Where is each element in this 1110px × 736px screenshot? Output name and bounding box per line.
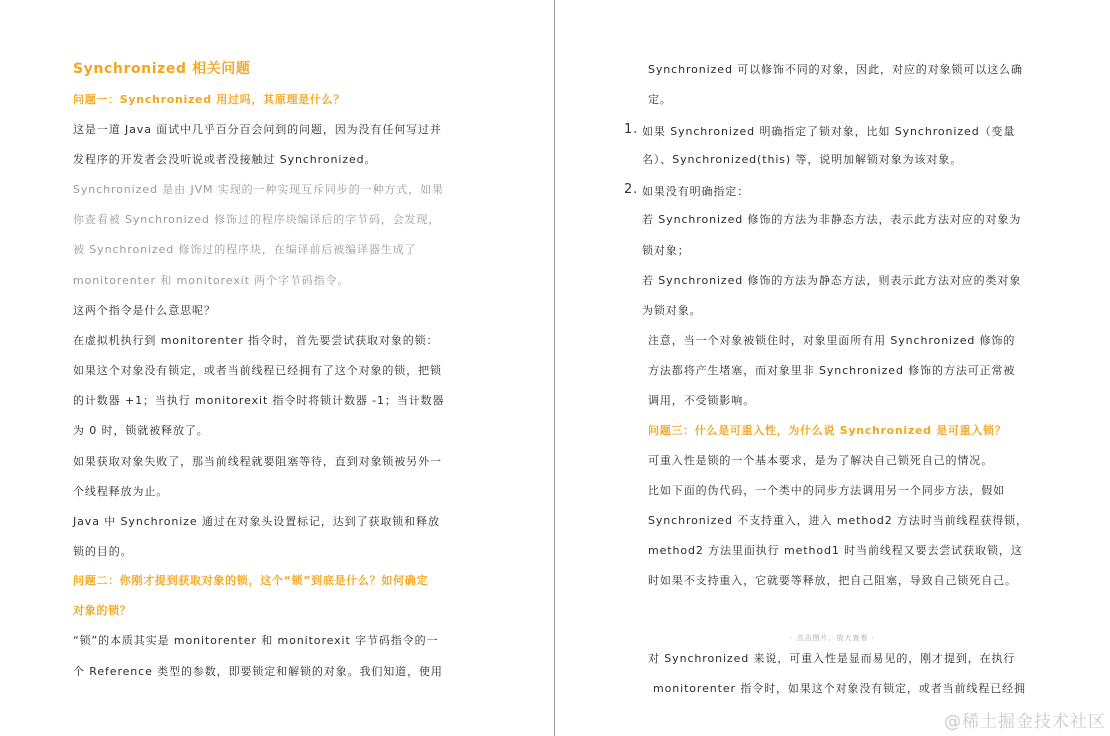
image-caption[interactable]: · 点击图片，放大查看 ·	[790, 634, 875, 642]
list-item-2-line-2: 若 Synchronized 修饰的方法为非静态方法，表示此方法对应的对象为	[642, 213, 1022, 226]
note-line-3: 调用，不受锁影响。	[648, 394, 756, 407]
right-paragraph-1-line-1: Synchronized 可以修饰不同的对象，因此，对应的对象锁可以这么确	[648, 63, 1023, 76]
page-divider	[554, 0, 555, 736]
final-paragraph-line-2: monitorenter 指令时，如果这个对象没有锁定，或者当前线程已经拥	[653, 682, 1026, 695]
pseudocode-paragraph-line-4: 时如果不支持重入，它就要等释放，把自己阻塞，导致自己锁死自己。	[648, 574, 1017, 587]
pseudocode-paragraph-line-1: 比如下面的伪代码，一个类中的同步方法调用另一个同步方法，假如	[648, 484, 1005, 497]
watermark: @稀土掘金技术社区	[944, 712, 1106, 732]
paragraph-6-line-2: 锁的目的。	[73, 545, 133, 558]
list-item-2-line-5: 为锁对象。	[642, 304, 702, 317]
paragraph-4-line-1: 如果这个对象没有锁定，或者当前线程已经拥有了这个对象的锁，把锁	[73, 364, 442, 377]
gray-paragraph-line-1: Synchronized 是由 JVM 实现的一种实现互斥同步的一种方式，如果	[73, 183, 444, 196]
paragraph-3: 在虚拟机执行到 monitorenter 指令时，首先要尝试获取对象的锁：	[73, 334, 439, 347]
question-2-heading-line-2: 对象的锁？	[73, 604, 132, 617]
final-paragraph-line-1: 对 Synchronized 来说，可重入性是显而易见的，刚才提到，在执行	[648, 652, 1016, 665]
paragraph-4-line-2: 的计数器 +1；当执行 monitorexit 指令时将锁计数器 -1；当计数器	[73, 394, 445, 407]
list-item-2-line-3: 锁对象；	[642, 244, 690, 257]
list-item-1-line-1: 如果 Synchronized 明确指定了锁对象，比如 Synchronized（变量	[642, 125, 1016, 138]
gray-paragraph-line-3: 被 Synchronized 修饰过的程序块，在编译前后被编译器生成了	[73, 243, 417, 256]
reentrancy-paragraph: 可重入性是锁的一个基本要求，是为了解决自己锁死自己的情况。	[648, 454, 994, 467]
question-1-heading: 问题一：Synchronized 用过吗，其原理是什么？	[73, 93, 346, 106]
list-number-2: 2.	[624, 182, 639, 197]
note-line-1: 注意，当一个对象被锁住时，对象里面所有用 Synchronized 修饰的	[648, 334, 1016, 347]
list-item-2-line-4: 若 Synchronized 修饰的方法为静态方法，则表示此方法对应的类对象	[642, 274, 1022, 287]
paragraph-7-line-1: “锁”的本质其实是 monitorenter 和 monitorexit 字节码指令的一	[73, 634, 439, 647]
left-page	[0, 0, 554, 736]
paragraph-1-line-1: 这是一道 Java 面试中几乎百分百会问到的问题，因为没有任何写过并	[73, 123, 442, 136]
paragraph-7-line-2: 个 Reference 类型的参数，即要锁定和解锁的对象。我们知道，使用	[73, 665, 443, 678]
paragraph-2: 这两个指令是什么意思呢？	[73, 304, 216, 317]
note-line-2: 方法都将产生堵塞，而对象里非 Synchronized 修饰的方法可正常被	[648, 364, 1016, 377]
pseudocode-paragraph-line-3: method2 方法里面执行 method1 时当前线程又要去尝试获取锁，这	[648, 544, 1023, 557]
question-2-heading-line-1: 问题二：你刚才提到获取对象的锁，这个“锁”到底是什么？如何确定	[73, 574, 429, 587]
gray-paragraph-line-4: monitorenter 和 monitorexit 两个字节码指令。	[73, 274, 350, 287]
list-number-1: 1.	[624, 122, 639, 137]
paragraph-6-line-1: Java 中 Synchronize 通过在对象头设置标记，达到了获取锁和释放	[73, 515, 440, 528]
paragraph-4-line-3: 为 0 时，锁就被释放了。	[73, 424, 209, 437]
right-page	[556, 0, 1110, 736]
list-item-1-line-2: 名）、Synchronized(this) 等，说明加解锁对象为该对象。	[642, 153, 963, 166]
list-item-2-line-1: 如果没有明确指定：	[642, 185, 750, 198]
paragraph-5-line-1: 如果获取对象失败了，那当前线程就要阻塞等待，直到对象锁被另外一	[73, 455, 442, 468]
pseudocode-paragraph-line-2: Synchronized 不支持重入，进入 method2 方法时当前线程获得锁，	[648, 514, 1028, 527]
question-3-heading: 问题三：什么是可重入性，为什么说 Synchronized 是可重入锁？	[648, 424, 1007, 437]
right-paragraph-1-line-2: 定。	[648, 93, 672, 106]
gray-paragraph-line-2: 你查看被 Synchronized 修饰过的程序块编译后的字节码，会发现，	[73, 213, 441, 226]
section-title: Synchronized 相关问题	[73, 61, 251, 77]
paragraph-5-line-2: 个线程释放为止。	[73, 485, 169, 498]
paragraph-1-line-2: 发程序的开发者会没听说或者没接触过 Synchronized。	[73, 153, 377, 166]
